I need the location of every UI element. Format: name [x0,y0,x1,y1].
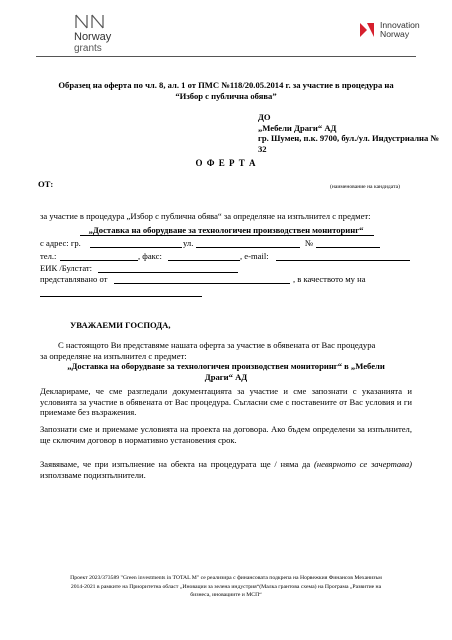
paragraph-offer [40,340,412,382]
innovation-norway-mark-icon [358,20,376,38]
norway-grants-name: Norway [74,31,112,43]
candidate-caption: (наименование на кандидата) [330,184,400,190]
number-label: № [305,238,314,248]
innovation-norway-line1: Innovation [380,20,420,30]
footer-line2: 2014-2021 в рамките на Приоритетна област „Иновации за зелена индустрия“(Малка грантова схема) на Програма „Развитие на [70,583,382,590]
page-title [30,80,422,101]
paragraph-offer-line2: за определяне на изпълнител с предмет: [40,350,187,361]
phone-field[interactable] [60,260,138,261]
paragraph-subcontractors [40,459,412,480]
paragraph-subcontractors-b: използваме подизпълнители. [40,469,146,480]
paragraph-offer-line1: С настоящото Ви представяме нашата оферта за участие в обявената от Вас процедура [58,340,376,350]
norway-grants-sub: grants [74,43,102,54]
fax-label: , факс: [138,251,162,261]
procedure-subject-underline [80,235,374,236]
addressee-address: гр. Шумен, п.к. 9700, бул./ул. Индустриална № [258,133,440,144]
paragraph-offer-subject-b: Драги“ АД [204,371,248,382]
phone-label: тел.: [40,251,57,261]
footer-line3: бизнеса, иновациите и МСП“ [190,592,262,599]
offer-heading: О Ф Е Р Т А [195,158,257,168]
represented-label: представлявано от [40,274,108,284]
salutation: УВАЖАЕМИ ГОСПОДА, [70,320,171,330]
email-field[interactable] [276,260,410,261]
addressee-company: „Мебели Драги“ АД [258,122,337,133]
city-field[interactable] [90,247,182,248]
paragraph-contract: Запознати сме и приемаме условията на проекта на договора. Ако бъдем определени за изпълнител, ще сключим договор в нормативно установения срок. [40,424,412,445]
street-label: ул. [183,238,194,248]
number-field[interactable] [316,247,380,248]
norway-grants-logo [72,10,152,56]
paragraph-declaration: Декларираме, че сме разгледали документацията за участие и сме запознати с указанията и условията за участие в обявената от Вас процедура. Съгласни сме с поставените от Вас условия и ги приемаме без възражения. [40,386,412,418]
paragraph-subcontractors-note: (невярното се зачертава) [314,459,413,469]
eik-label: ЕИК /Булстат: [40,263,93,273]
footer-funding-note [24,574,428,600]
paragraph-subcontractors-a: Заявяваме, че при изпълнение на обекта на процедурата ще / няма да [40,459,314,469]
addressee-number: 32 [258,143,267,154]
from-label: ОТ: [38,179,54,189]
addressee-to: ДО [258,112,271,122]
fax-field[interactable] [168,260,240,261]
procedure-subject: „Доставка на оборудване за технологичен производствен мониторинг“ [88,225,364,235]
address-label: с адрес: гр. [40,238,81,248]
norway-grants-mark-icon [74,12,114,30]
capacity-label: , в качеството му на [293,274,366,284]
eik-field[interactable] [98,272,238,273]
innovation-norway-line2: Norway [380,29,410,39]
representative-field[interactable] [114,283,290,284]
page-title-line1: Образец на оферта по чл. 8, ал. 1 от ПМС №118/20.05.2014 г. за участие в процедура на [58,80,394,90]
paragraph-offer-subject-a: „Доставка на оборудване за технологичен производствен мониторинг“ в „Мебели [67,361,385,372]
email-label: , e-mail: [240,251,269,261]
candidate-name-field[interactable] [62,182,322,190]
header-divider [36,56,416,57]
footer-line1: Проект 2023/373589 "Green investments in TOTAL M" се реализира с финансовата подкрепа на Норвежкия Финансов Механизъм [70,575,382,581]
procedure-intro: за участие в процедура „Избор с публична обява“ за определяне на изпълнител с предмет: [40,211,371,221]
street-field[interactable] [196,247,300,248]
innovation-norway-logo [358,18,448,48]
addressee-block [258,112,440,154]
capacity-field[interactable] [40,296,202,297]
page-title-line2: “Избор с публична обява” [175,90,277,101]
